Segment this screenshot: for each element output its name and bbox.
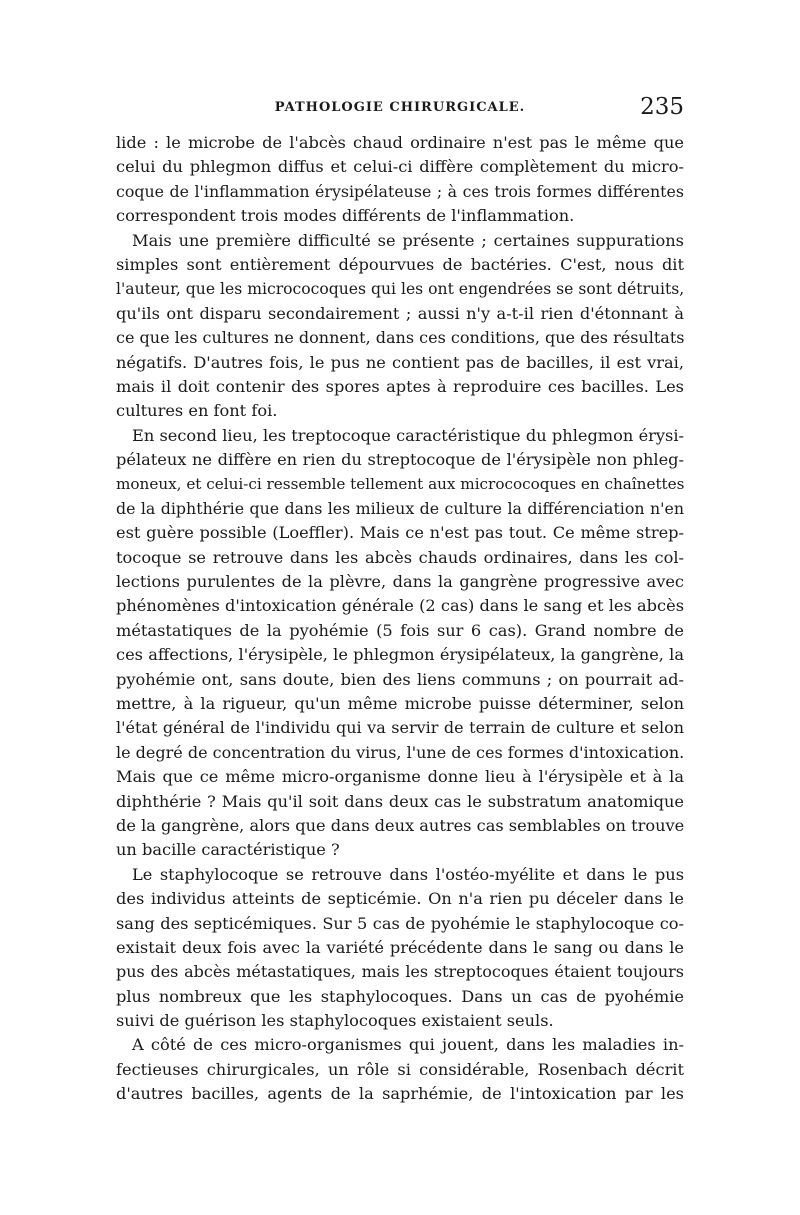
- text-line: pyohémie ont, sans doute, bien des liens communs ; on pourrait ad-: [116, 669, 684, 689]
- body-text: [116, 131, 684, 1107]
- text-line: des individus atteints de septicémie. On n'a rien pu déceler dans le: [116, 889, 684, 909]
- text-line: existait deux fois avec la variété précédente dans le sang ou dans le: [116, 937, 684, 957]
- text-line: de la diphthérie que dans les milieux de culture la différenciation n'en: [116, 498, 684, 518]
- running-head: [116, 94, 684, 122]
- text-line: l'auteur, que les micrococoques qui les ont engendrées se sont détruits,: [116, 280, 685, 299]
- text-line: mais il doit contenir des spores aptes à reproduire ces bacilles. Les: [116, 376, 684, 396]
- text-line: lide : le microbe de l'abcès chaud ordinaire n'est pas le même que: [116, 133, 684, 152]
- text-line: phénomènes d'intoxication générale (2 cas) dans le sang et les abcès: [116, 596, 684, 616]
- text-line: A côté de ces micro-organismes qui jouent, dans les maladies in-: [132, 1035, 684, 1055]
- text-line: qu'ils ont disparu secondairement ; aussi n'y a-t-il rien d'étonnant à: [116, 303, 684, 323]
- text-line: pélateux ne diffère en rien du streptocoque de l'érysipèle non phleg-: [116, 450, 684, 470]
- text-line: d'autres bacilles, agents de la saprhémie, de l'intoxication par les: [116, 1084, 684, 1104]
- text-line: suivi de guérison les staphylocoques existaient seuls.: [116, 1011, 554, 1031]
- page-number: 235: [640, 94, 684, 120]
- text-line: pus des abcès métastatiques, mais les streptocoques étaient toujours: [116, 962, 684, 982]
- text-line: En second lieu, les treptocoque caractéristique du phlegmon érysi-: [132, 425, 684, 445]
- text-line: l'état général de l'individu qui va servir de terrain de culture et selon: [116, 718, 684, 738]
- text-line: cultures en font foi.: [116, 401, 278, 421]
- text-line: simples sont entièrement dépourvues de bactéries. C'est, nous dit: [116, 254, 684, 274]
- text-line: un bacille caractéristique ?: [116, 840, 340, 860]
- text-line: moneux, et celui-ci ressemble tellement aux micrococoques en chaînettes: [116, 475, 685, 494]
- text-line: celui du phlegmon diffus et celui-ci diffère complètement du micro-: [116, 157, 684, 177]
- text-line: Mais une première difficulté se présente ; certaines suppurations: [132, 230, 684, 250]
- text-line: ce que les cultures ne donnent, dans ces conditions, que des résultats: [116, 328, 685, 348]
- text-line: de la gangrène, alors que dans deux autres cas semblables on trouve: [116, 815, 685, 835]
- text-line: Mais que ce même micro-organisme donne lieu à l'érysipèle et à la: [116, 767, 684, 787]
- header-title: PATHOLOGIE CHIRURGICALE.: [274, 100, 526, 115]
- text-line: Le staphylocoque se retrouve dans l'ostéo-myélite et dans le pus: [132, 864, 684, 884]
- text-line: plus nombreux que les staphylocoques. Dans un cas de pyohémie: [116, 986, 684, 1006]
- text-line: le degré de concentration du virus, l'une de ces formes d'intoxication.: [116, 742, 685, 762]
- text-line: ces affections, l'érysipèle, le phlegmon érysipélateux, la gangrène, la: [116, 645, 684, 665]
- text-line: négatifs. D'autres fois, le pus ne contient pas de bacilles, il est vrai,: [116, 352, 684, 372]
- text-line: est guère possible (Loeffler). Mais ce n'est pas tout. Ce même strep-: [116, 523, 684, 543]
- text-line: fectieuses chirurgicales, un rôle si considérable, Rosenbach décrit: [116, 1059, 684, 1079]
- text-line: diphthérie ? Mais qu'il soit dans deux cas le substratum anatomique: [116, 791, 684, 811]
- text-line: sang des septicémiques. Sur 5 cas de pyohémie le staphylocoque co-: [116, 913, 684, 933]
- text-line: lections purulentes de la plèvre, dans la gangrène progressive avec: [116, 572, 684, 592]
- text-line: correspondent trois modes différents de l'inflammation.: [116, 206, 575, 226]
- text-line: mettre, à la rigueur, qu'un même microbe puisse déterminer, selon: [116, 693, 684, 713]
- text-line: métastatiques de la pyohémie (5 fois sur 6 cas). Grand nombre de: [116, 620, 684, 640]
- text-line: coque de l'inflammation érysipélateuse ; à ces trois formes différentes: [116, 181, 684, 201]
- text-line: tocoque se retrouve dans les abcès chauds ordinaires, dans les col-: [116, 547, 684, 567]
